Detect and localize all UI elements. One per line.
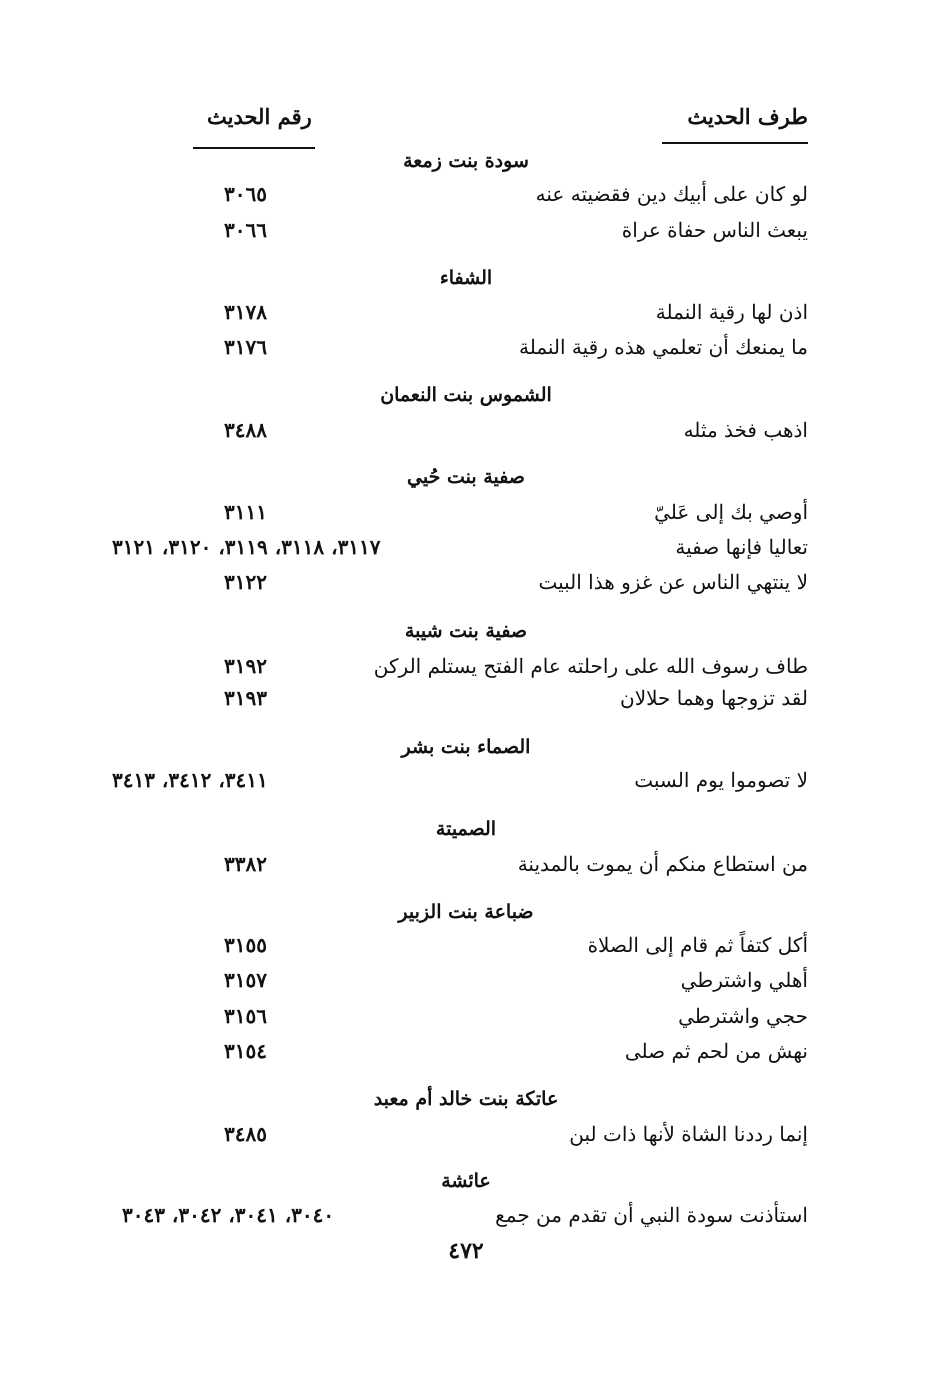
entry-numbers: ٣٠٦٥ — [224, 182, 267, 206]
entry-numbers: ٣١٥٤ — [224, 1039, 267, 1063]
entry-phrase: نهش من لحم ثم صلى — [624, 1039, 808, 1063]
entry-phrase: لقد تزوجها وهما حلالان — [620, 686, 808, 710]
index-entry — [0, 968, 932, 1002]
entry-numbers: ٣١٥٦ — [224, 1004, 267, 1028]
index-entry — [0, 300, 932, 334]
section-title: الصميتة — [435, 818, 497, 840]
entry-phrase: أوصي بك إلى عَليّ — [654, 500, 808, 524]
entry-numbers: ٣٤٨٨ — [224, 418, 267, 442]
index-entry — [0, 768, 932, 802]
index-entry — [0, 1203, 932, 1237]
section-title: صفية بنت شيبة — [404, 620, 528, 642]
index-entry — [0, 218, 932, 252]
entry-phrase: اذهب فخذ مثله — [683, 418, 808, 442]
entry-numbers: ٣٤١١، ٣٤١٢، ٣٤١٣ — [112, 768, 268, 792]
entry-numbers: ٣١٢٢ — [224, 570, 267, 594]
section-title: الصماء بنت بشر — [401, 736, 531, 758]
entry-numbers: ٣١١١ — [224, 500, 267, 524]
index-entry — [0, 570, 932, 604]
entry-phrase: استأذنت سودة النبي أن تقدم من جمع — [495, 1203, 808, 1227]
section-title: الشفاء — [439, 267, 493, 289]
index-entry — [0, 1039, 932, 1073]
entry-numbers: ٣٤٨٥ — [224, 1122, 267, 1146]
entry-numbers: ٣٠٤٠، ٣٠٤١، ٣٠٤٢، ٣٠٤٣ — [122, 1203, 335, 1227]
section-title: سودة بنت زمعة — [403, 150, 529, 172]
entry-numbers: ٣١٥٥ — [224, 933, 267, 957]
index-entry — [0, 654, 932, 688]
index-entry — [0, 535, 932, 569]
index-entry — [0, 418, 932, 452]
entry-numbers: ٣١٧٨ — [224, 300, 267, 324]
entry-phrase: لا تصوموا يوم السبت — [634, 768, 808, 792]
entry-phrase: لا ينتهي الناس عن غزو هذا البيت — [538, 570, 808, 594]
entry-phrase: اذن لها رقية النملة — [655, 300, 808, 324]
entry-phrase: تعاليا فإنها صفية — [675, 535, 808, 559]
entry-phrase: لو كان على أبيك دين فقضيته عنه — [535, 182, 808, 206]
entry-phrase: حجي واشترطي — [678, 1004, 808, 1028]
column-header-hadith-number: رقم الحديث — [207, 104, 312, 129]
entry-phrase: من استطاع منكم أن يموت بالمدينة — [517, 852, 808, 876]
header-underline-right — [662, 142, 808, 144]
index-entry — [0, 1122, 932, 1156]
entry-numbers: ٣٣٨٢ — [224, 852, 267, 876]
section-title: الشموس بنت النعمان — [380, 384, 552, 406]
index-entry — [0, 933, 932, 967]
header-underline-left — [193, 147, 315, 149]
index-entry — [0, 1004, 932, 1038]
entry-numbers: ٣١٩٢ — [224, 654, 267, 678]
column-header-hadith-phrase: طرف الحديث — [687, 104, 808, 129]
entry-phrase: طاف رسوف الله على راحلته عام الفتح يستلم الركن — [373, 654, 808, 678]
section-title: عاتكة بنت خالد أم معبد — [373, 1088, 559, 1110]
index-entry — [0, 182, 932, 216]
entry-phrase: يبعث الناس حفاة عراة — [621, 218, 808, 242]
page-number: ٤٧٢ — [448, 1238, 484, 1264]
section-title: ضباعة بنت الزبير — [398, 901, 534, 923]
index-entry — [0, 335, 932, 369]
index-entry — [0, 852, 932, 886]
entry-numbers: ٣١١٧، ٣١١٨، ٣١١٩، ٣١٢٠، ٣١٢١ — [112, 535, 381, 559]
entry-phrase: إنما رددنا الشاة لأنها ذات لبن — [569, 1122, 808, 1146]
section-title: صفية بنت حُيي — [407, 466, 525, 488]
entry-phrase: ما يمنعك أن تعلمي هذه رقية النملة — [518, 335, 808, 359]
entry-phrase: أكل كتفاً ثم قام إلى الصلاة — [587, 933, 808, 957]
entry-numbers: ٣٠٦٦ — [224, 218, 267, 242]
entry-numbers: ٣١٥٧ — [224, 968, 267, 992]
entry-numbers: ٣١٩٣ — [224, 686, 267, 710]
index-entry — [0, 686, 932, 720]
section-title: عائشة — [441, 1170, 491, 1192]
index-entry — [0, 500, 932, 534]
entry-numbers: ٣١٧٦ — [224, 335, 267, 359]
entry-phrase: أهلي واشترطي — [680, 968, 808, 992]
